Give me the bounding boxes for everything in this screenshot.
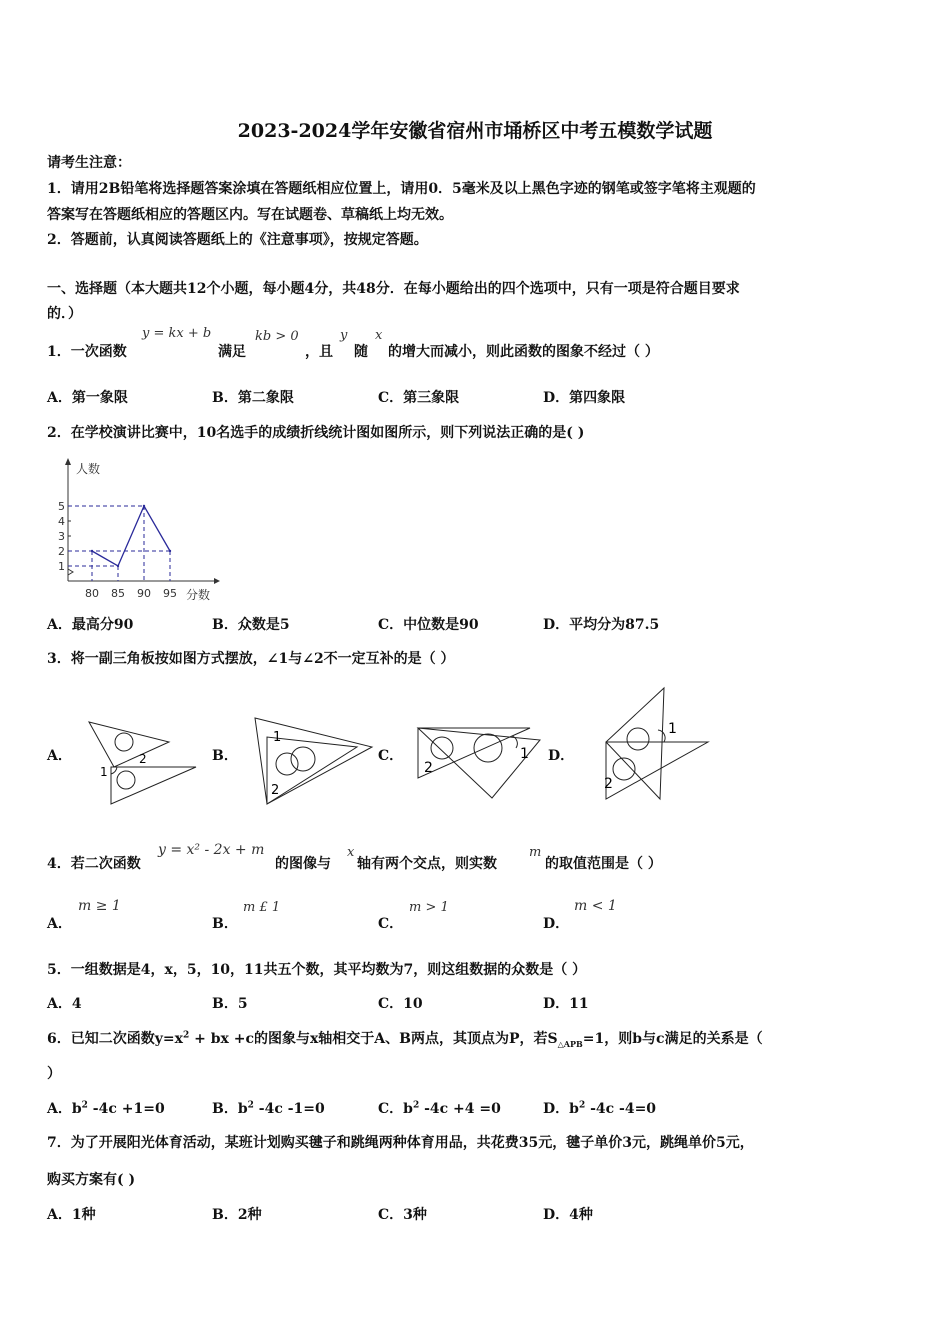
angle-2-label: 2 <box>424 760 433 776</box>
q4-option-a-label: A． <box>47 916 72 932</box>
q4-text-2: 的图像与 <box>275 856 331 872</box>
q4-text-3: 轴有两个交点，则实数 <box>357 856 497 872</box>
q4-option-d-math: m < 1 <box>574 898 617 914</box>
angle-1-label: 1 <box>520 746 529 762</box>
q3-figure-a <box>84 712 204 807</box>
data-point <box>169 550 171 552</box>
y-axis-label: 人数 <box>76 462 101 476</box>
x-tick-label: 85 <box>111 587 125 600</box>
q7-text-a: 7．为了开展阳光体育活动，某班计划购买毽子和跳绳两种体育用品，共花费35元，毽子单价3元，跳绳单价5元， <box>47 1135 754 1151</box>
q3-option-d-label: D． <box>548 748 575 764</box>
notice-line-2: 2．答题前，认真阅读答题纸上的《注意事项》，按规定答题。 <box>47 232 428 248</box>
q1-math-1: y = kx + b <box>142 326 212 341</box>
q4-text-4: 的取值范围是（ ） <box>545 856 662 872</box>
q4-math-3: m <box>529 845 542 860</box>
angle-2-label: 2 <box>604 776 613 792</box>
q6-option-d: D．$b^2$ -4c -4=0 <box>543 1100 657 1117</box>
q1-option-d: D．第四象限 <box>543 390 626 406</box>
q5-option-c: C．10 <box>378 996 423 1012</box>
y-tick-label: 2 <box>58 545 65 558</box>
q1-math-2: kb > 0 <box>255 329 299 344</box>
x-tick-label: 95 <box>163 587 177 600</box>
angle-1-label: 1 <box>273 730 282 745</box>
notice-line-1b: 答案写在答题纸相应的答题区内。写在试题卷、草稿纸上均无效。 <box>47 207 453 223</box>
q6-text: 6．已知二次函数$y=x^2$ + bx +c的图象与x轴相交于A、B两点，其顶点为P，若$S_{\triangle APB}=1$，则b与c满足的关系是（ <box>47 1030 763 1049</box>
q4-option-c-math: m > 1 <box>409 900 449 915</box>
q2-text: 2．在学校演讲比赛中，10名选手的成绩折线统计图如图所示，则下列说法正确的是( ) <box>47 425 585 441</box>
q1-text-4: 随 <box>354 344 368 360</box>
angle-1-label: 1 <box>668 721 677 737</box>
q7-option-a: A．1种 <box>47 1207 96 1223</box>
x-tick-label: 80 <box>85 587 99 600</box>
q5-option-b: B．5 <box>212 996 248 1012</box>
q4-option-b-math: m £ 1 <box>243 900 281 915</box>
x-axis-arrow <box>214 578 220 584</box>
q6-option-c: C．$b^2$ -4c +4 =0 <box>378 1100 501 1117</box>
q7-option-c: C．3种 <box>378 1207 427 1223</box>
q3-option-a-label: A． <box>47 748 72 764</box>
q1-option-b: B．第二象限 <box>212 390 294 406</box>
y-tick-label: 1 <box>58 560 65 573</box>
y-tick-label: 4 <box>58 515 65 528</box>
q5-option-d: D．11 <box>543 996 589 1012</box>
q2-option-b: B．众数是5 <box>212 617 290 633</box>
q3-text: 3．将一副三角板按如图方式摆放，∠1与∠2不一定互补的是（ ） <box>47 651 455 667</box>
series-line <box>92 506 170 566</box>
q6-option-a: A．$b^2$ -4c +1=0 <box>47 1100 165 1117</box>
angle-1-label: 1 <box>100 765 108 779</box>
y-axis-arrow <box>65 458 71 465</box>
data-point <box>117 565 119 567</box>
q3-figure-d <box>598 684 713 804</box>
q7-option-d: D．4种 <box>543 1207 593 1223</box>
data-point <box>143 505 145 507</box>
q2-option-c: C．中位数是90 <box>378 617 479 633</box>
score-line-chart <box>46 455 226 605</box>
q3-figure-b <box>247 712 377 807</box>
q1-math-3: y <box>340 328 348 343</box>
q1-option-a: A．第一象限 <box>47 390 128 406</box>
q1-math-4: x <box>375 328 383 343</box>
notice-line-1a: 1．请用2B铅笔将选择题答案涂填在答题纸相应位置上，请用0．5毫米及以上黑色字迹的钢笔或签字笔将主观题的 <box>47 181 756 197</box>
q4-option-d-label: D． <box>543 916 570 932</box>
notice-heading: 请考生注意： <box>47 155 131 171</box>
q4-option-a-math: m ≥ 1 <box>78 898 121 914</box>
x-axis-label: 分数 <box>186 588 211 602</box>
section-heading-b: 的．） <box>47 306 82 322</box>
q7-text-b: 购买方案有( ) <box>47 1172 136 1188</box>
q4-math-2: x <box>347 845 355 860</box>
section-heading-a: 一、选择题（本大题共12个小题，每小题4分，共48分．在每小题给出的四个选项中，只有一项是符合题目要求 <box>47 281 740 297</box>
q2-option-d: D．平均分为87.5 <box>543 617 660 633</box>
angle-2-label: 2 <box>271 783 280 798</box>
q3-option-b-label: B． <box>212 748 238 764</box>
q4-text-1: 4．若二次函数 <box>47 856 141 872</box>
q7-option-b: B．2种 <box>212 1207 262 1223</box>
q6-text-end: ） <box>47 1066 61 1082</box>
q1-text-5: 的增大而减小，则此函数的图象不经过（ ） <box>388 344 659 360</box>
angle-2-label: 2 <box>139 752 147 766</box>
q5-text: 5．一组数据是4，x，5，10，11共五个数，其平均数为7，则这组数据的众数是（ ） <box>47 962 587 978</box>
q4-option-c-label: C． <box>378 916 404 932</box>
x-tick-label: 90 <box>137 587 151 600</box>
q4-math-1: y = x² - 2x + m <box>158 842 265 858</box>
axis-break <box>68 569 73 575</box>
q4-option-b-label: B． <box>212 916 238 932</box>
y-tick-label: 3 <box>58 530 65 543</box>
q3-option-c-label: C． <box>378 748 404 764</box>
page-title: 2023-2024学年安徽省宿州市埇桥区中考五模数学试题 <box>237 120 713 142</box>
q1-text-3: ，且 <box>305 344 333 360</box>
q3-figure-c <box>412 718 547 803</box>
q1-option-c: C．第三象限 <box>378 390 460 406</box>
data-point <box>91 550 93 552</box>
q5-option-a: A．4 <box>47 996 82 1012</box>
q6-option-b: B．$b^2$ -4c -1=0 <box>212 1100 325 1117</box>
q2-option-a: A．最高分90 <box>47 617 134 633</box>
q1-text-2: 满足 <box>218 344 246 360</box>
y-tick-label: 5 <box>58 500 65 513</box>
q1-text-1: 1．一次函数 <box>47 344 127 360</box>
